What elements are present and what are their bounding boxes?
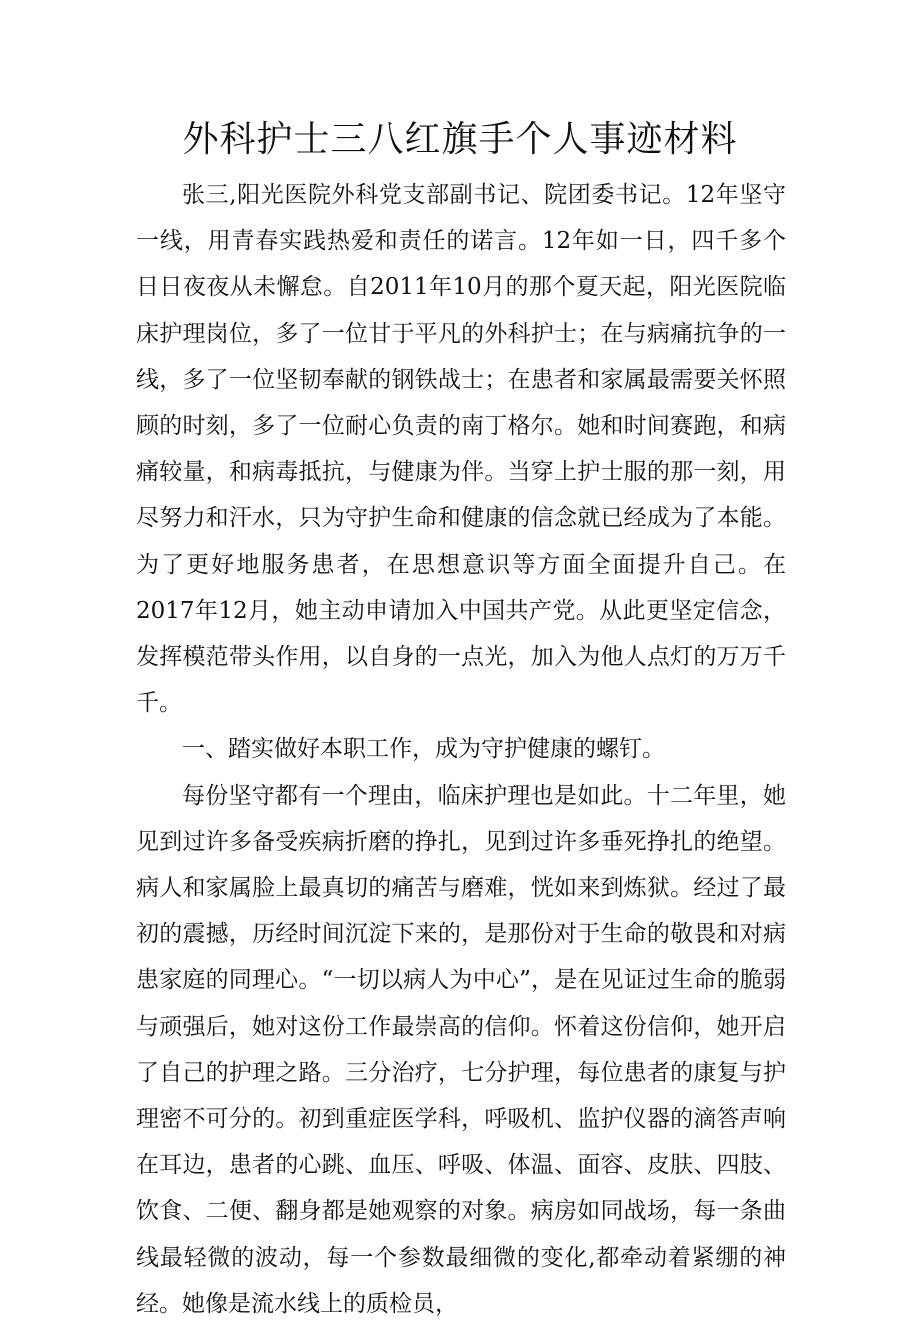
document-body	[136, 172, 786, 1327]
section-heading-1: 一、踏实做好本职工作，成为守护健康的螺钉。	[182, 736, 665, 763]
paragraph-intro: 张三,阳光医院外科党支部副书记、院团委书记。12年坚守一线，用青春实践热爱和责任的诺言。12年如一日，四千多个日日夜夜从未懈怠。自2011年10月的那个夏天起，阳光医院临床护理岗位，多了一位甘于平凡的外科护士；在与病痛抗争的一线，多了一位坚韧奉献的钢铁战士；在患者和家属最需要关怀照顾的时刻，多了一位耐心负责的南丁格尔。她和时间赛跑，和病痛较量，和病毒抵抗，与健康为伴。当穿上护士服的那一刻，用尽努力和汗水，只为守护生命和健康的信念就已经成为了本能。为了更好地服务患者，在思想意识等方面全面提升自己。在2017年12月，她主动申请加入中国共产党。从此更坚定信念，发挥模范带头作用，以自身的一点光，加入为他人点灯的万万千千。	[136, 182, 786, 717]
document-title: 外科护士三八红旗手个人事迹材料	[182, 119, 738, 160]
paragraph-section-1: 每份坚守都有一个理由，临床护理也是如此。十二年里，她见到过许多备受疾病折磨的挣扎，见到过许多垂死挣扎的绝望。病人和家属脸上最真切的痛苦与磨难，恍如来到炼狱。经过了最初的震撼，历经时间沉淀下来的，是那份对于生命的敬畏和对病患家庭的同理心。“一切以病人为中心”，是在见证过生命的脆弱与顽强后，她对这份工作最崇高的信仰。怀着这份信仰，她开启了自己的护理之路。三分治疗，七分护理，每位患者的康复与护理密不可分的。初到重症医学科，呼吸机、监护仪器的滴答声响在耳边，患者的心跳、血压、呼吸、体温、面容、皮肤、四肢、饮食、二便、翻身都是她观察的对象。病房如同战场，每一条曲线最轻微的波动，每一个参数最细微的变化,都牵动着紧绷的神经。她像是流水线上的质检员，	[136, 782, 786, 1317]
